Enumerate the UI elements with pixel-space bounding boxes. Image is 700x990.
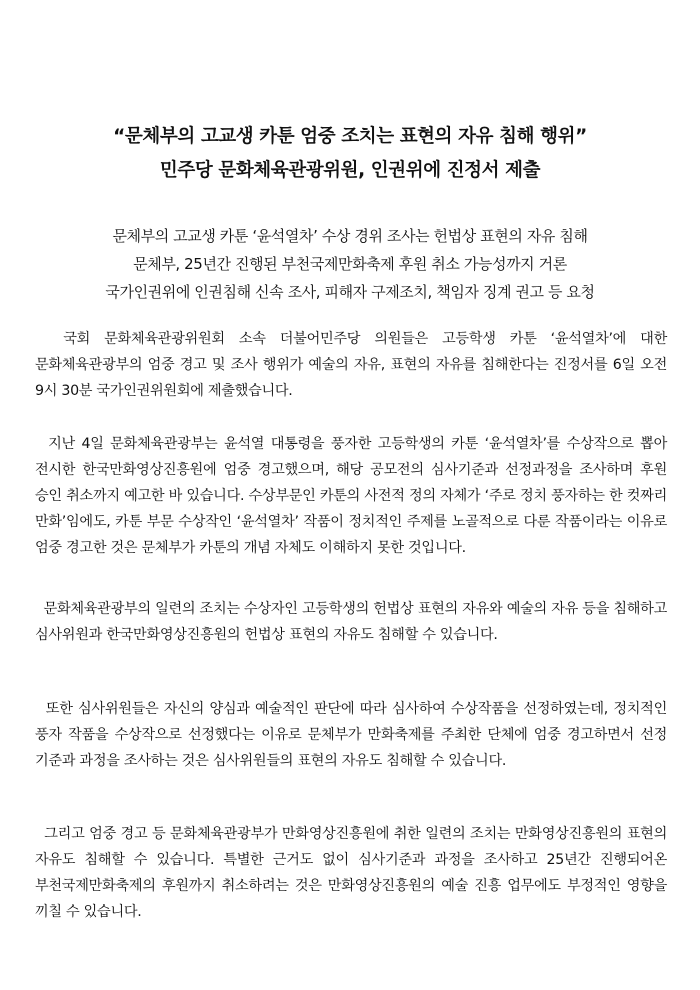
body-paragraph: 또한 심사위원들은 자신의 양심과 예술적인 판단에 따라 심사하여 수상작품을 선정하였는데, 정치적인 풍자 작품을 수상작으로 선정했다는 이유로 문체부가 만화축제를 주최한 단체에 엄중 경고하면서 선정 기준과 과정을 조사하는 것은 심사위원들의 표현의 자유도 침해할 수 있습니다. [35,701,667,769]
summary-line: 문체부의 고교생 카툰 ‘윤석열차’ 수상 경위 조사는 헌법상 표현의 자유 침해 [112,227,588,245]
summary-line: 문체부, 25년간 진행된 부천국제만화축제 후원 취소 가능성까지 거론 [133,255,567,273]
sub-headline: 민주당 문화체육관광위원, 인권위에 진정서 제출 [159,160,541,181]
body-paragraph: 국회 문화체육관광위원회 소속 더불어민주당 의원들은 고등학생 카툰 ‘윤석열차’에 대한 문화체육관광부의 엄중 경고 및 조사 행위가 예술의 자유, 표현의 자유를 침해한다는 진정서를 6일 오전 9시 30분 국가인권위원회에 제출했습니다. [35,331,667,399]
body-paragraph: 그리고 엄중 경고 등 문화체육관광부가 만화영상진흥원에 취한 일련의 조치는 만화영상진흥원의 표현의 자유도 침해할 수 있습니다. 특별한 근거도 없이 심사기준과 과정을 조사하고 25년간 진행되어온 부천국제만화축제의 후원까지 취소하려는 것은 만화영상진흥원의 예술 진흥 업무에도 부정적인 영향을 끼칠 수 있습니다. [35,826,667,920]
body-paragraph: 지난 4일 문화체육관광부는 윤석열 대통령을 풍자한 고등학생의 카툰 ‘윤석열차’를 수상작으로 뽑아 전시한 한국만화영상진흥원에 엄중 경고했으며, 해당 공모전의 심사기준과 선정과정을 조사하며 후원 승인 취소까지 예고한 바 있습니다. 수상부문인 카툰의 사전적 정의 자체가 ‘주로 정치 풍자하는 한 컷짜리 만화’임에도, 카툰 부문 수상작인 ‘윤석열차’ 작품이 정치적인 주제를 노골적으로 다룬 작품이라는 이유로 엄중 경고한 것은 문체부가 카툰의 개념 자체도 이해하지 못한 것입니다. [35,436,667,556]
summary-line: 국가인권위에 인권침해 신속 조사, 피해자 구제조치, 책임자 징계 권고 등 요청 [105,283,595,301]
body-paragraph: 문화체육관광부의 일련의 조치는 수상자인 고등학생의 헌법상 표현의 자유와 예술의 자유 등을 침해하고 심사위원과 한국만화영상진흥원의 헌법상 표현의 자유도 침해할 수 있습니다. [35,601,667,643]
headline: “문체부의 고교생 카툰 엄중 조치는 표현의 자유 침해 행위” [113,126,587,147]
